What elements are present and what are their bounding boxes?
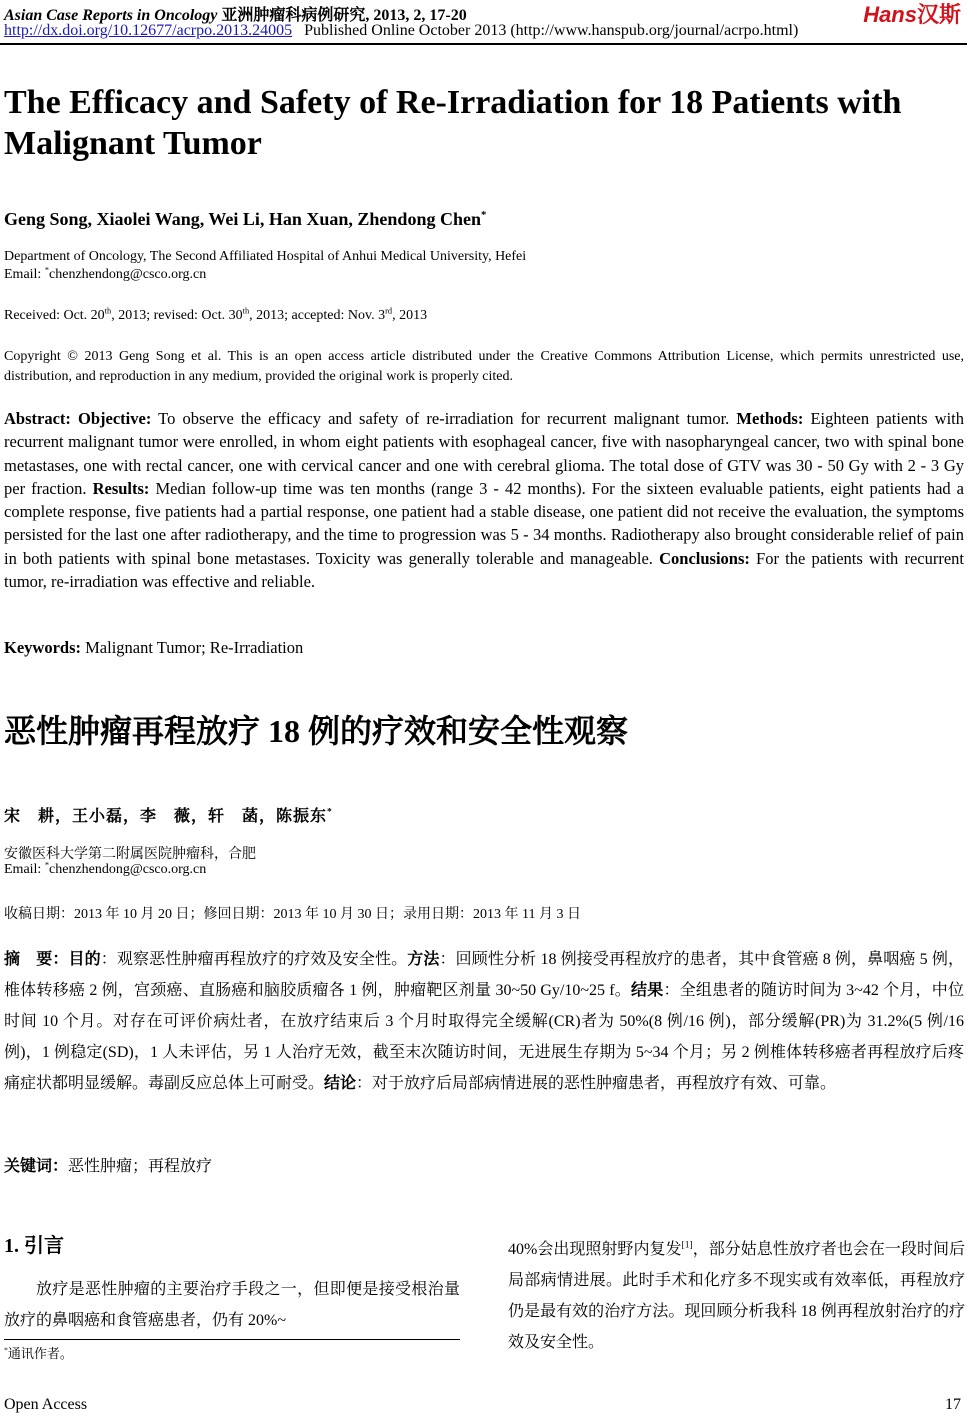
volume-info: , 2013, 2, 17-20: [365, 7, 467, 24]
email-address-cn[interactable]: chenzhendong@csco.org.cn: [49, 862, 207, 877]
intro-paragraph-left: 放疗是恶性肿瘤的主要治疗手段之一，但即便是接受根治量放疗的鼻咽癌和食管癌患者，仍有 20%~: [4, 1281, 460, 1329]
email-cn: Email: *chenzhendong@csco.org.cn: [4, 860, 207, 877]
email-en: Email: *chenzhendong@csco.org.cn: [4, 265, 207, 282]
published-online: Published Online October 2013 (http://www.hanspub.org/journal/acrpo.html): [304, 22, 799, 39]
citation-ref[interactable]: [1]: [681, 1239, 693, 1251]
abstract-en: Abstract: Objective: To observe the efficacy and safety of re-irradiation for recurrent malignant tumor. Methods: Eighteen patients with recurrent malignant tumor were enrolled, in whom eight patients with esophageal cancer, five with nasopharyngeal cancer, two with spinal bone metastases, one with rectal cancer, one with cervical cancer and one with cerebral glioma. The total dose of GTV was 30 - 50 Gy with 2 - 3 Gy per fraction. Results: Median follow-up time was ten months (range 3 - 42 months). For the sixteen evaluable patients, eight patients had a complete response, five patients had a partial response, one patient had a stable disease, one patient did not receive the evaluation, the symptoms persisted for the last one after radiotherapy, and the time to progression was 5 - 34 months. Radiotherapy also brought considerable relief of pain in both patients with spinal bone metastases. Toxicity was generally tolerable and manageable. Conclusions: For the patients with recurrent tumor, re-irradiation was effective and reliable.: [4, 409, 965, 592]
section-heading-introduction: 1. 引言: [4, 1235, 64, 1257]
copyright-notice: Copyright © 2013 Geng Song et al. This is an open access article distributed under the Creative Commons Attribution License, which permits unrestricted use, distribution, and reproduction in any medium, provided the original work is properly cited.: [4, 349, 964, 384]
keywords-en: Keywords: Malignant Tumor; Re-Irradiation: [4, 638, 304, 657]
header-divider: [0, 43, 967, 45]
keywords-cn: 关键词：恶性肿瘤；再程放疗: [4, 1158, 213, 1175]
page-title: The Efficacy and Safety of Re-Irradiation for 18 Patients with Malignant Tumor: [4, 84, 902, 162]
dates-en: Received: Oct. 20th, 2013; revised: Oct. 30th, 2013; accepted: Nov. 3rd, 2013: [4, 306, 428, 323]
footnote: *通讯作者。: [4, 1345, 73, 1361]
abstract-cn: 摘 要：目的：观察恶性肿瘤再程放疗的疗效及安全性。方法：回顾性分析 18 例接受再程放疗的患者，其中食管癌 8 例，鼻咽癌 5 例，椎体转移癌 2 例，宫颈癌、直肠癌和脑胶质瘤各 1 例，肿瘤靶区剂量 30~50 Gy/10~25 f。结果：全组患者的随访时间为 3~42 个月，中位时间 10 个月。对存在可评价病灶者，在放疗结束后 3 个月时取得完全缓解(CR)者为 50%(8 例/16 例)，部分缓解(PR)为 31.2%(5 例/16 例)，1 例稳定(SD)，1 人未评估，另 1 人治疗无效，截至末次随访时间，无进展生存期为 5~34 个月；另 2 例椎体转移癌者再程放疗后疼痛症状都明显缓解。毒副反应总体上可耐受。结论：对于放疗后局部病情进展的恶性肿瘤患者，再程放疗有效、可靠。: [4, 951, 964, 1092]
footnote-divider: [4, 1339, 460, 1340]
publisher-logo: Hans汉斯: [863, 2, 961, 27]
affiliation-en: Department of Oncology, The Second Affiliated Hospital of Anhui Medical University, Hefei: [4, 249, 527, 264]
page-number: 17: [945, 1396, 961, 1413]
journal-name: Asian Case Reports in Oncology: [4, 7, 218, 24]
dates-cn: 收稿日期：2013 年 10 月 20 日；修回日期：2013 年 10 月 30 日；录用日期：2013 年 11 月 3 日: [4, 907, 581, 922]
page-title-cn: 恶性肿瘤再程放疗 18 例的疗效和安全性观察: [4, 713, 629, 749]
journal-name-cn: 亚洲肿瘤科病例研究: [221, 7, 366, 24]
doi-line: [4, 22, 798, 40]
footer-open-access: Open Access: [4, 1396, 88, 1413]
authors-cn: 宋 耕，王小磊，李 薇，轩 菡，陈振东*: [4, 806, 333, 825]
affiliation-cn: 安徽医科大学第二附属医院肿瘤科，合肥: [4, 847, 256, 862]
intro-paragraph-right: 40%会出现照射野内复发[1]，部分姑息性放疗者也会在一段时间后局部病情进展。此时手术和化疗多不现实或有效率低，再程放疗仍是最有效的治疗方法。现回顾分析我科 18 例再程放射治疗的疗效及安全性。: [508, 1239, 965, 1351]
email-address[interactable]: chenzhendong@csco.org.cn: [49, 267, 207, 282]
authors-en: Geng Song, Xiaolei Wang, Wei Li, Han Xuan, Zhendong Chen*: [4, 209, 487, 229]
doi-link[interactable]: http://dx.doi.org/10.12677/acrpo.2013.24005: [4, 22, 293, 39]
